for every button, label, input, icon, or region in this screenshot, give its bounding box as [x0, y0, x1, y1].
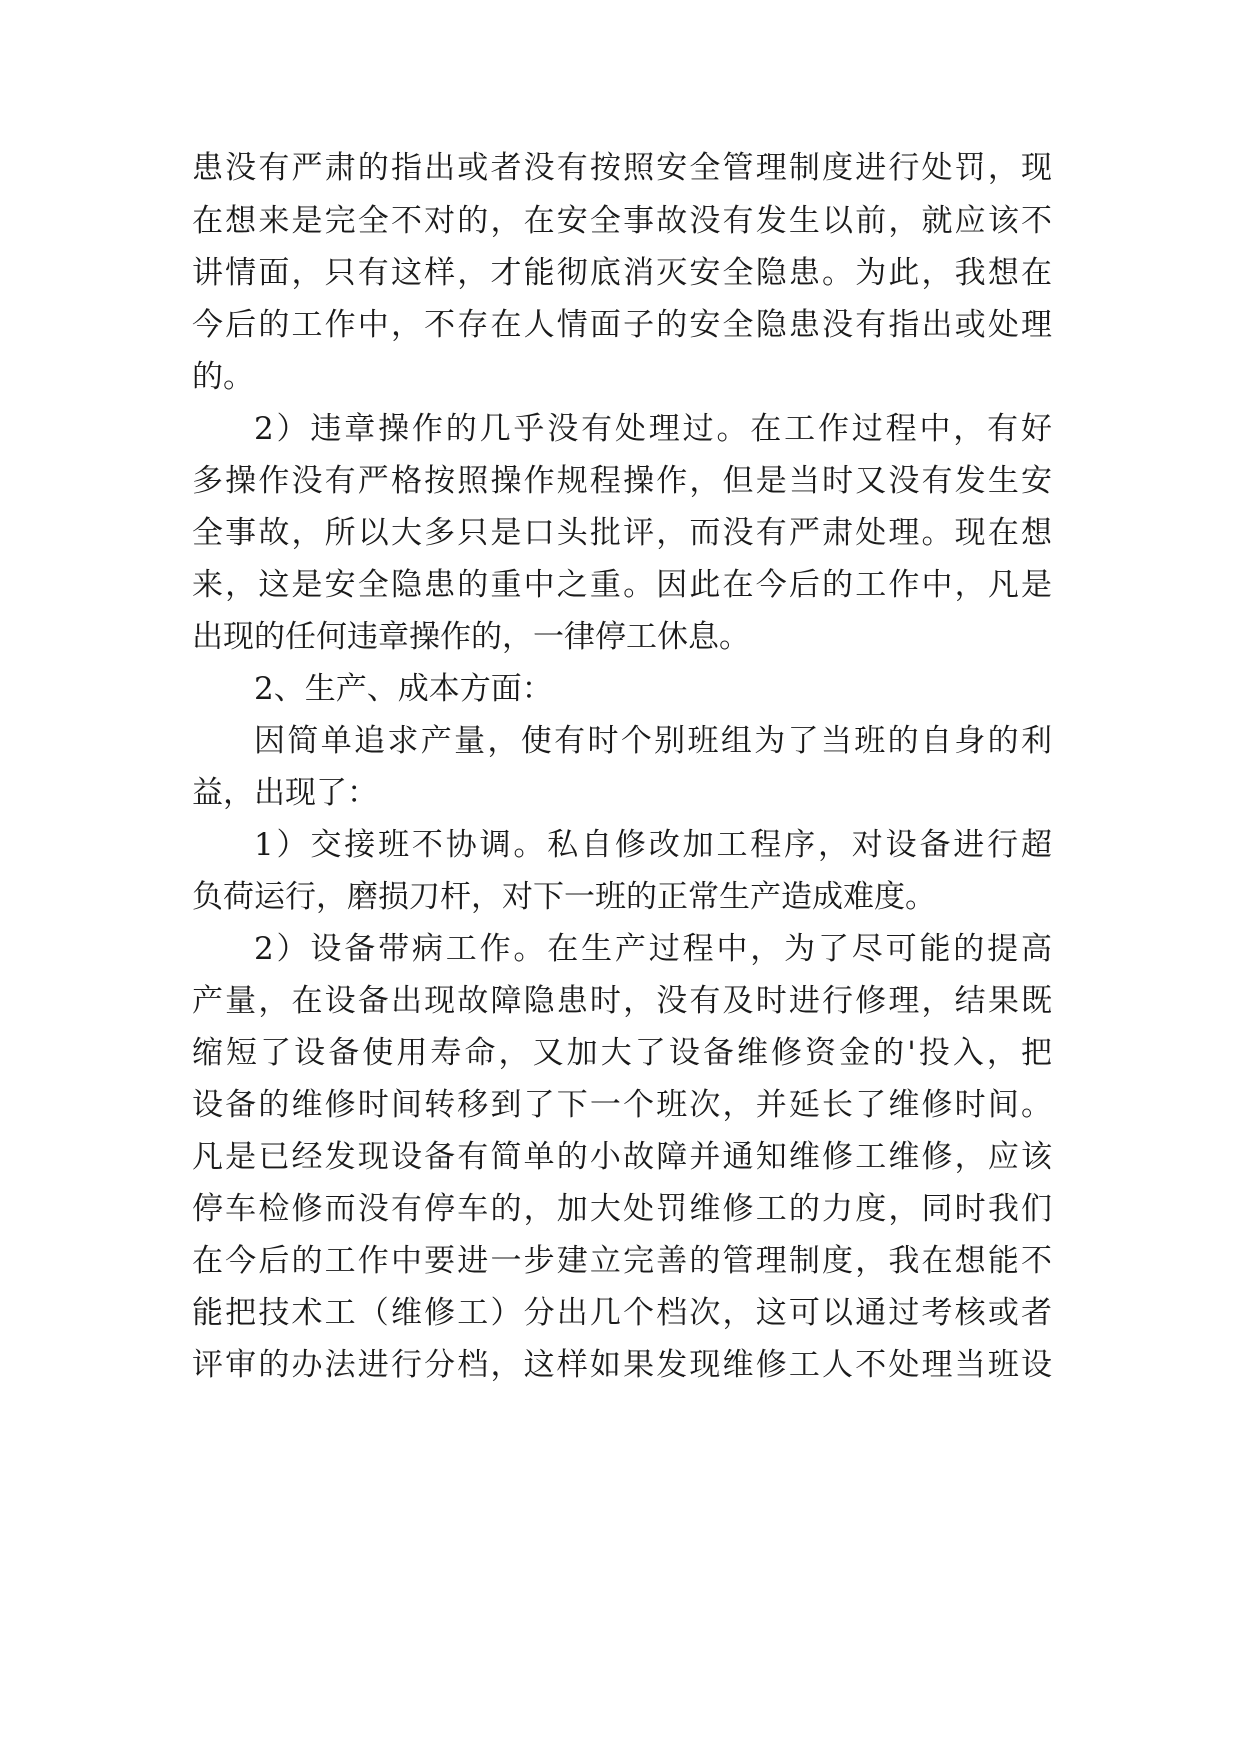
text-line: 的。 — [192, 359, 254, 395]
text-line: 产量，在设备出现故障隐患时，没有及时进行修理，结果既 — [192, 983, 1052, 1019]
text-line: 缩短了设备使用寿命，又加大了设备维修资金的'投入，把 — [192, 1035, 1052, 1071]
text-line: 停车检修而没有停车的，加大处罚维修工的力度，同时我们 — [192, 1191, 1052, 1227]
text-line: 2）违章操作的几乎没有处理过。在工作过程中，有好 — [254, 411, 1052, 447]
text-line: 讲情面，只有这样，才能彻底消灭安全隐患。为此，我想在 — [192, 255, 1052, 291]
text-line: 因简单追求产量，使有时个别班组为了当班的自身的利 — [254, 723, 1052, 759]
text-line: 能把技术工（维修工）分出几个档次，这可以通过考核或者 — [192, 1295, 1052, 1331]
text-line: 负荷运行，磨损刀杆，对下一班的正常生产造成难度。 — [192, 879, 936, 915]
text-line: 患没有严肃的指出或者没有按照安全管理制度进行处罚，现 — [192, 150, 1052, 186]
text-line: 多操作没有严格按照操作规程操作，但是当时又没有发生安 — [192, 463, 1052, 499]
text-line: 益，出现了： — [192, 775, 378, 811]
text-line: 设备的维修时间转移到了下一个班次，并延长了维修时间。 — [192, 1087, 1052, 1123]
section-heading: 2、生产、成本方面： — [254, 671, 553, 707]
text-line: 今后的工作中，不存在人情面子的安全隐患没有指出或处理 — [192, 307, 1052, 343]
text-line: 2）设备带病工作。在生产过程中，为了尽可能的提高 — [254, 931, 1052, 967]
text-line: 在今后的工作中要进一步建立完善的管理制度，我在想能不 — [192, 1243, 1052, 1279]
text-line: 在想来是完全不对的，在安全事故没有发生以前，就应该不 — [192, 203, 1052, 239]
text-line: 全事故，所以大多只是口头批评，而没有严肃处理。现在想 — [192, 515, 1052, 551]
text-line: 出现的任何违章操作的，一律停工休息。 — [192, 619, 750, 655]
text-line: 评审的办法进行分档，这样如果发现维修工人不处理当班设 — [192, 1347, 1052, 1383]
text-line: 凡是已经发现设备有简单的小故障并通知维修工维修，应该 — [192, 1139, 1052, 1175]
text-line: 1）交接班不协调。私自修改加工程序，对设备进行超 — [254, 827, 1052, 863]
text-line: 来，这是安全隐患的重中之重。因此在今后的工作中，凡是 — [192, 567, 1052, 603]
